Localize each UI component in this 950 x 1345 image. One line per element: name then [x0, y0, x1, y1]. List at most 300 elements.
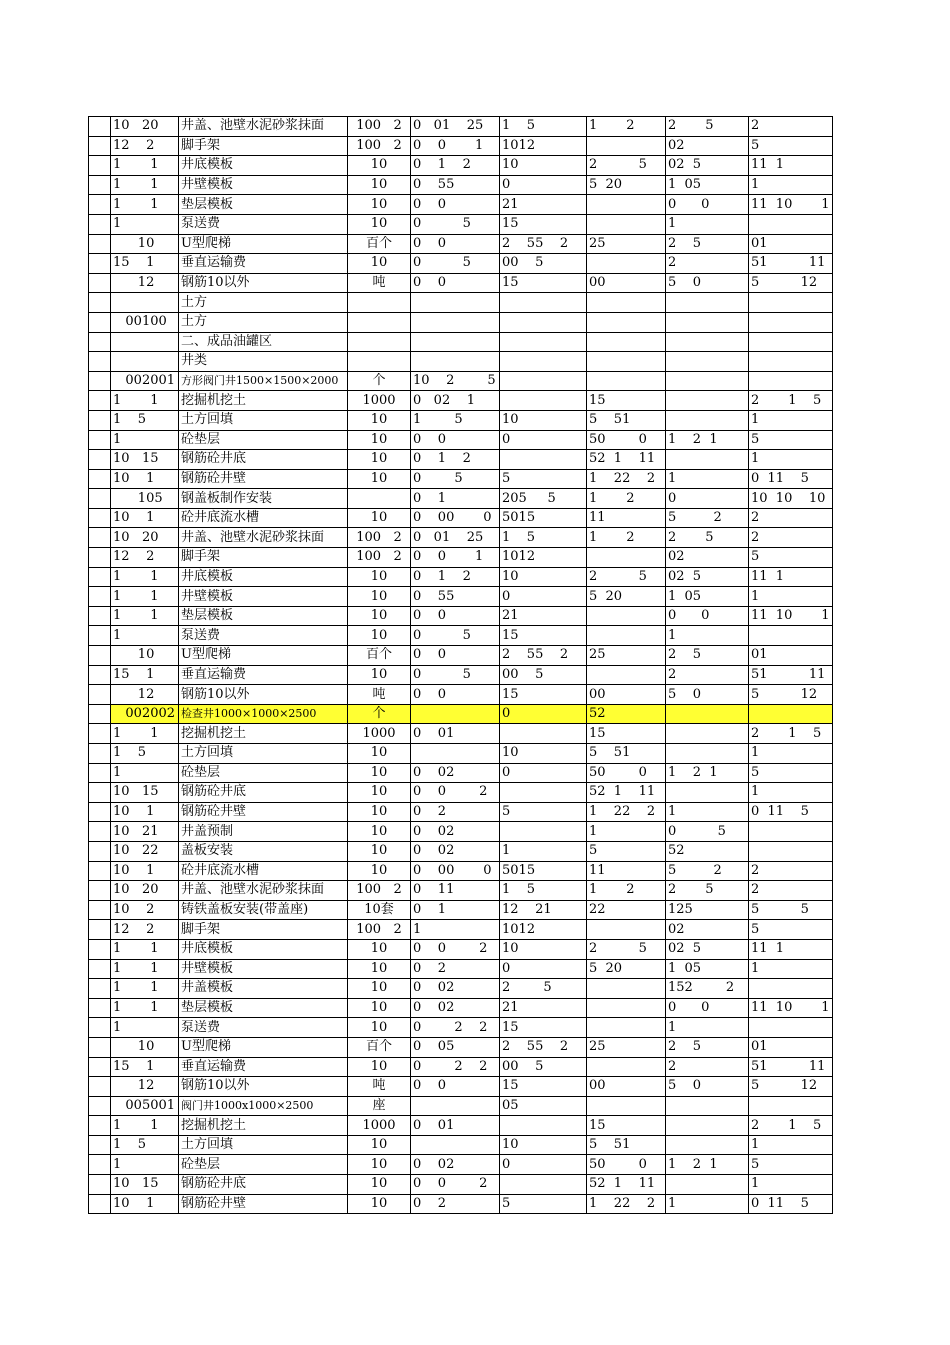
item-name-cell: 井盖模板 [179, 979, 348, 999]
row-margin-cell [89, 783, 111, 803]
table-row [89, 1135, 833, 1155]
value-cell-e: 1 [749, 450, 833, 470]
value-cell-c: 1 2 [587, 881, 666, 901]
value-cell-a: 0 0 [411, 234, 500, 254]
row-margin-cell [89, 234, 111, 254]
table-row [89, 587, 833, 607]
table-row [89, 410, 833, 430]
row-margin-cell [89, 430, 111, 450]
value-cell-e: 51 11 [749, 254, 833, 274]
unit-cell: 10 [348, 156, 411, 176]
table-row [89, 332, 833, 352]
unit-cell: 1000 [348, 724, 411, 744]
value-cell-a [411, 704, 500, 724]
value-cell-c: 22 [587, 900, 666, 920]
value-cell-a: 0 0 1 [411, 136, 500, 156]
unit-cell: 10 [348, 567, 411, 587]
value-cell-e [749, 371, 833, 391]
table-row [89, 763, 833, 783]
value-cell-b: 10 [500, 156, 587, 176]
item-name-cell: 井盖预制 [179, 822, 348, 842]
value-cell-b: 1 [500, 841, 587, 861]
value-cell-b: 15 [500, 626, 587, 646]
table-row [89, 195, 833, 215]
row-margin-cell [89, 979, 111, 999]
table-row [89, 626, 833, 646]
value-cell-d [666, 1116, 749, 1136]
row-margin-cell [89, 1057, 111, 1077]
value-cell-d [666, 312, 749, 332]
row-margin-cell [89, 587, 111, 607]
code-cell: 1 1 [111, 195, 179, 215]
value-cell-d: 02 5 [666, 567, 749, 587]
code-cell: 1 1 [111, 567, 179, 587]
code-cell: 10 [111, 1037, 179, 1057]
code-cell [111, 293, 179, 313]
table-row [89, 802, 833, 822]
item-name-cell: U型爬梯 [179, 646, 348, 666]
table-row [89, 136, 833, 156]
row-margin-cell [89, 881, 111, 901]
table-row [89, 1037, 833, 1057]
value-cell-c [587, 332, 666, 352]
value-cell-a: 0 5 [411, 626, 500, 646]
row-margin-cell [89, 959, 111, 979]
table-row [89, 1194, 833, 1214]
table-row [89, 508, 833, 528]
value-cell-d: 2 [666, 665, 749, 685]
value-cell-c: 52 1 11 [587, 1175, 666, 1195]
item-name-cell: 阀门井1000x1000×2500 [179, 1096, 348, 1116]
table-row [89, 234, 833, 254]
row-margin-cell [89, 1018, 111, 1038]
table-row [89, 724, 833, 744]
value-cell-c: 1 22 2 [587, 1194, 666, 1214]
unit-cell: 100 2 [348, 548, 411, 568]
table-row [89, 548, 833, 568]
value-cell-c [587, 371, 666, 391]
value-cell-b: 2 5 [500, 979, 587, 999]
value-cell-c: 50 0 [587, 430, 666, 450]
value-cell-e: 11 10 1 [749, 195, 833, 215]
value-cell-d: 5 2 [666, 508, 749, 528]
value-cell-b: 10 [500, 567, 587, 587]
value-cell-e [749, 332, 833, 352]
value-cell-e [749, 214, 833, 234]
row-margin-cell [89, 371, 111, 391]
value-cell-b: 2 55 2 [500, 234, 587, 254]
item-name-cell: 井壁模板 [179, 587, 348, 607]
value-cell-e: 0 11 5 [749, 802, 833, 822]
value-cell-c: 50 0 [587, 1155, 666, 1175]
value-cell-a: 0 0 [411, 195, 500, 215]
value-cell-a: 0 11 [411, 881, 500, 901]
item-name-cell: U型爬梯 [179, 1037, 348, 1057]
table-row [89, 606, 833, 626]
value-cell-a: 1 5 [411, 410, 500, 430]
value-cell-a: 0 0 [411, 685, 500, 705]
value-cell-c: 2 5 [587, 939, 666, 959]
value-cell-d: 1 2 1 [666, 430, 749, 450]
value-cell-e: 2 [749, 508, 833, 528]
value-cell-d: 02 [666, 136, 749, 156]
value-cell-c: 1 2 [587, 117, 666, 137]
value-cell-a: 0 02 [411, 763, 500, 783]
value-cell-d: 5 2 [666, 861, 749, 881]
value-cell-e: 5 12 [749, 1077, 833, 1097]
code-cell: 12 [111, 273, 179, 293]
code-cell: 12 2 [111, 136, 179, 156]
unit-cell: 个 [348, 704, 411, 724]
table-row [89, 117, 833, 137]
value-cell-d: 2 5 [666, 234, 749, 254]
item-name-cell: 井底模板 [179, 939, 348, 959]
value-cell-d: 1 [666, 802, 749, 822]
value-cell-b: 15 [500, 214, 587, 234]
value-cell-e: 5 [749, 548, 833, 568]
value-cell-c [587, 920, 666, 940]
value-cell-c: 11 [587, 508, 666, 528]
unit-cell: 10 [348, 254, 411, 274]
value-cell-d: 2 [666, 254, 749, 274]
table-row [89, 979, 833, 999]
value-cell-a: 0 5 [411, 214, 500, 234]
value-cell-a: 0 1 2 [411, 156, 500, 176]
value-cell-b: 0 [500, 587, 587, 607]
value-cell-e: 5 12 [749, 685, 833, 705]
row-margin-cell [89, 156, 111, 176]
value-cell-a: 0 02 [411, 822, 500, 842]
value-cell-a [411, 332, 500, 352]
unit-cell: 100 2 [348, 136, 411, 156]
item-name-cell: 钢筋砼井壁 [179, 1194, 348, 1214]
value-cell-a: 0 2 [411, 959, 500, 979]
item-name-cell: 方形阀门井1500×1500×2000 [179, 371, 348, 391]
value-cell-c [587, 998, 666, 1018]
value-cell-d [666, 783, 749, 803]
unit-cell: 10 [348, 763, 411, 783]
value-cell-d: 0 5 [666, 822, 749, 842]
value-cell-d: 52 [666, 841, 749, 861]
value-cell-b: 2 55 2 [500, 1037, 587, 1057]
value-cell-d [666, 352, 749, 372]
value-cell-a: 0 1 2 [411, 450, 500, 470]
value-cell-e: 1 [749, 175, 833, 195]
table-row [89, 685, 833, 705]
value-cell-a: 0 02 [411, 1155, 500, 1175]
value-cell-c [587, 548, 666, 568]
value-cell-d: 02 5 [666, 156, 749, 176]
value-cell-e: 2 1 5 [749, 391, 833, 411]
code-cell: 12 2 [111, 548, 179, 568]
unit-cell: 100 2 [348, 117, 411, 137]
item-name-cell: 挖掘机挖土 [179, 391, 348, 411]
value-cell-b: 0 [500, 704, 587, 724]
unit-cell: 10 [348, 802, 411, 822]
value-cell-e: 5 5 [749, 900, 833, 920]
value-cell-b [500, 312, 587, 332]
unit-cell: 10套 [348, 900, 411, 920]
value-cell-a: 0 5 [411, 469, 500, 489]
value-cell-e [749, 822, 833, 842]
code-cell: 1 1 [111, 606, 179, 626]
value-cell-b: 10 [500, 410, 587, 430]
value-cell-b: 21 [500, 998, 587, 1018]
item-name-cell: 土方回填 [179, 410, 348, 430]
row-margin-cell [89, 724, 111, 744]
item-name-cell: 泵送费 [179, 214, 348, 234]
value-cell-a [411, 312, 500, 332]
value-cell-c: 11 [587, 861, 666, 881]
value-cell-c [587, 665, 666, 685]
value-cell-d: 1 05 [666, 175, 749, 195]
value-cell-d: 2 5 [666, 117, 749, 137]
table-row [89, 861, 833, 881]
value-cell-e [749, 704, 833, 724]
table-row [89, 391, 833, 411]
value-cell-c [587, 312, 666, 332]
value-cell-a: 0 02 [411, 979, 500, 999]
table-row [89, 1018, 833, 1038]
value-cell-a: 0 55 [411, 587, 500, 607]
table-row [89, 450, 833, 470]
code-cell: 1 [111, 214, 179, 234]
code-cell: 10 22 [111, 841, 179, 861]
value-cell-c: 15 [587, 1116, 666, 1136]
value-cell-a: 0 1 2 [411, 567, 500, 587]
value-cell-d: 02 5 [666, 939, 749, 959]
code-cell: 10 1 [111, 469, 179, 489]
value-cell-c [587, 626, 666, 646]
value-cell-e: 51 11 [749, 665, 833, 685]
code-cell: 1 1 [111, 939, 179, 959]
code-cell: 00100 [111, 312, 179, 332]
table-row [89, 841, 833, 861]
value-cell-c: 1 2 [587, 528, 666, 548]
unit-cell: 百个 [348, 1037, 411, 1057]
item-name-cell: 井盖、池壁水泥砂浆抹面 [179, 881, 348, 901]
value-cell-c: 52 [587, 704, 666, 724]
value-cell-b: 10 [500, 939, 587, 959]
row-margin-cell [89, 391, 111, 411]
unit-cell: 10 [348, 1155, 411, 1175]
unit-cell: 100 2 [348, 920, 411, 940]
value-cell-a [411, 293, 500, 313]
table-row [89, 665, 833, 685]
value-cell-b: 5 [500, 1194, 587, 1214]
value-cell-c: 00 [587, 1077, 666, 1097]
value-cell-b [500, 293, 587, 313]
value-cell-c: 52 1 11 [587, 783, 666, 803]
value-cell-a: 0 0 1 [411, 548, 500, 568]
value-cell-e: 1 [749, 587, 833, 607]
row-margin-cell [89, 1135, 111, 1155]
value-cell-c [587, 352, 666, 372]
unit-cell [348, 489, 411, 509]
value-cell-b: 0 [500, 175, 587, 195]
value-cell-a: 0 5 [411, 254, 500, 274]
row-margin-cell [89, 744, 111, 764]
value-cell-d: 02 [666, 548, 749, 568]
code-cell [111, 352, 179, 372]
row-margin-cell [89, 665, 111, 685]
value-cell-b [500, 450, 587, 470]
code-cell: 10 [111, 234, 179, 254]
value-cell-b [500, 1116, 587, 1136]
item-name-cell: 土方回填 [179, 744, 348, 764]
value-cell-d: 2 5 [666, 528, 749, 548]
value-cell-a: 0 0 [411, 273, 500, 293]
value-cell-b: 15 [500, 1077, 587, 1097]
unit-cell: 10 [348, 939, 411, 959]
unit-cell: 100 2 [348, 881, 411, 901]
table-row [89, 312, 833, 332]
value-cell-d [666, 450, 749, 470]
unit-cell: 1000 [348, 1116, 411, 1136]
value-cell-a: 0 0 2 [411, 1175, 500, 1195]
value-cell-d: 0 [666, 489, 749, 509]
value-cell-e [749, 293, 833, 313]
unit-cell: 10 [348, 665, 411, 685]
value-cell-d [666, 391, 749, 411]
value-cell-a: 0 2 2 [411, 1018, 500, 1038]
unit-cell: 10 [348, 1194, 411, 1214]
item-name-cell: 垂直运输费 [179, 1057, 348, 1077]
value-cell-a [411, 1135, 500, 1155]
table-row [89, 469, 833, 489]
value-cell-a: 0 01 25 [411, 117, 500, 137]
code-cell: 10 15 [111, 450, 179, 470]
row-margin-cell [89, 254, 111, 274]
value-cell-e: 1 [749, 1135, 833, 1155]
value-cell-e: 1 [749, 959, 833, 979]
row-margin-cell [89, 1194, 111, 1214]
value-cell-c [587, 606, 666, 626]
item-name-cell: 井壁模板 [179, 959, 348, 979]
value-cell-d: 02 [666, 920, 749, 940]
value-cell-b [500, 822, 587, 842]
row-margin-cell [89, 293, 111, 313]
unit-cell: 10 [348, 430, 411, 450]
value-cell-b: 10 [500, 744, 587, 764]
value-cell-b [500, 391, 587, 411]
code-cell: 12 [111, 1077, 179, 1097]
value-cell-a: 0 00 0 [411, 861, 500, 881]
table-row [89, 430, 833, 450]
value-cell-a: 0 01 [411, 1116, 500, 1136]
table-row [89, 881, 833, 901]
row-margin-cell [89, 1096, 111, 1116]
value-cell-e: 5 [749, 1155, 833, 1175]
value-cell-b: 05 [500, 1096, 587, 1116]
value-cell-b: 5015 [500, 861, 587, 881]
value-cell-b: 1 5 [500, 528, 587, 548]
code-cell: 1 1 [111, 998, 179, 1018]
item-name-cell: 二、成品油罐区 [179, 332, 348, 352]
value-cell-d: 1 [666, 1194, 749, 1214]
code-cell: 1 [111, 626, 179, 646]
code-cell: 15 1 [111, 254, 179, 274]
value-cell-e: 01 [749, 234, 833, 254]
value-cell-b: 21 [500, 606, 587, 626]
row-margin-cell [89, 939, 111, 959]
item-name-cell: 钢筋10以外 [179, 685, 348, 705]
value-cell-e: 10 10 10 [749, 489, 833, 509]
row-margin-cell [89, 117, 111, 137]
value-cell-a: 0 1 [411, 489, 500, 509]
value-cell-b: 205 5 [500, 489, 587, 509]
code-cell: 1 1 [111, 959, 179, 979]
unit-cell: 10 [348, 1175, 411, 1195]
row-margin-cell [89, 606, 111, 626]
spreadsheet-body [89, 117, 833, 1214]
table-row [89, 1057, 833, 1077]
item-name-cell: 铸铁盖板安装(带盖座) [179, 900, 348, 920]
item-name-cell: 垂直运输费 [179, 665, 348, 685]
value-cell-c: 5 [587, 841, 666, 861]
table-row [89, 254, 833, 274]
value-cell-a: 1 [411, 920, 500, 940]
value-cell-b: 0 [500, 430, 587, 450]
value-cell-d [666, 1096, 749, 1116]
value-cell-e: 2 [749, 881, 833, 901]
item-name-cell: 井壁模板 [179, 175, 348, 195]
table-row [89, 528, 833, 548]
value-cell-c: 25 [587, 1037, 666, 1057]
item-name-cell: 垫层模板 [179, 606, 348, 626]
value-cell-d: 2 5 [666, 881, 749, 901]
code-cell: 10 15 [111, 1175, 179, 1195]
unit-cell: 百个 [348, 646, 411, 666]
code-cell: 1 1 [111, 175, 179, 195]
item-name-cell: 泵送费 [179, 1018, 348, 1038]
row-margin-cell [89, 214, 111, 234]
code-cell: 10 15 [111, 783, 179, 803]
item-name-cell: 钢筋砼井底 [179, 1175, 348, 1195]
value-cell-b: 2 55 2 [500, 646, 587, 666]
table-row [89, 489, 833, 509]
value-cell-b: 10 [500, 1135, 587, 1155]
value-cell-e: 11 1 [749, 156, 833, 176]
item-name-cell: 钢筋砼井底 [179, 450, 348, 470]
value-cell-e: 5 [749, 136, 833, 156]
table-row [89, 1175, 833, 1195]
row-margin-cell [89, 841, 111, 861]
value-cell-e: 2 [749, 861, 833, 881]
row-margin-cell [89, 528, 111, 548]
value-cell-b: 0 [500, 763, 587, 783]
value-cell-b: 15 [500, 685, 587, 705]
value-cell-d: 125 [666, 900, 749, 920]
value-cell-d: 0 0 [666, 606, 749, 626]
value-cell-c: 1 [587, 822, 666, 842]
code-cell: 10 1 [111, 508, 179, 528]
value-cell-b [500, 332, 587, 352]
value-cell-d: 1 2 1 [666, 1155, 749, 1175]
unit-cell: 10 [348, 469, 411, 489]
row-margin-cell [89, 920, 111, 940]
row-margin-cell [89, 763, 111, 783]
item-name-cell: 钢筋砼井底 [179, 783, 348, 803]
value-cell-d [666, 371, 749, 391]
unit-cell: 10 [348, 959, 411, 979]
code-cell: 1 [111, 430, 179, 450]
row-margin-cell [89, 508, 111, 528]
value-cell-c [587, 254, 666, 274]
value-cell-c: 1 2 [587, 489, 666, 509]
value-cell-c [587, 1096, 666, 1116]
code-cell [111, 332, 179, 352]
